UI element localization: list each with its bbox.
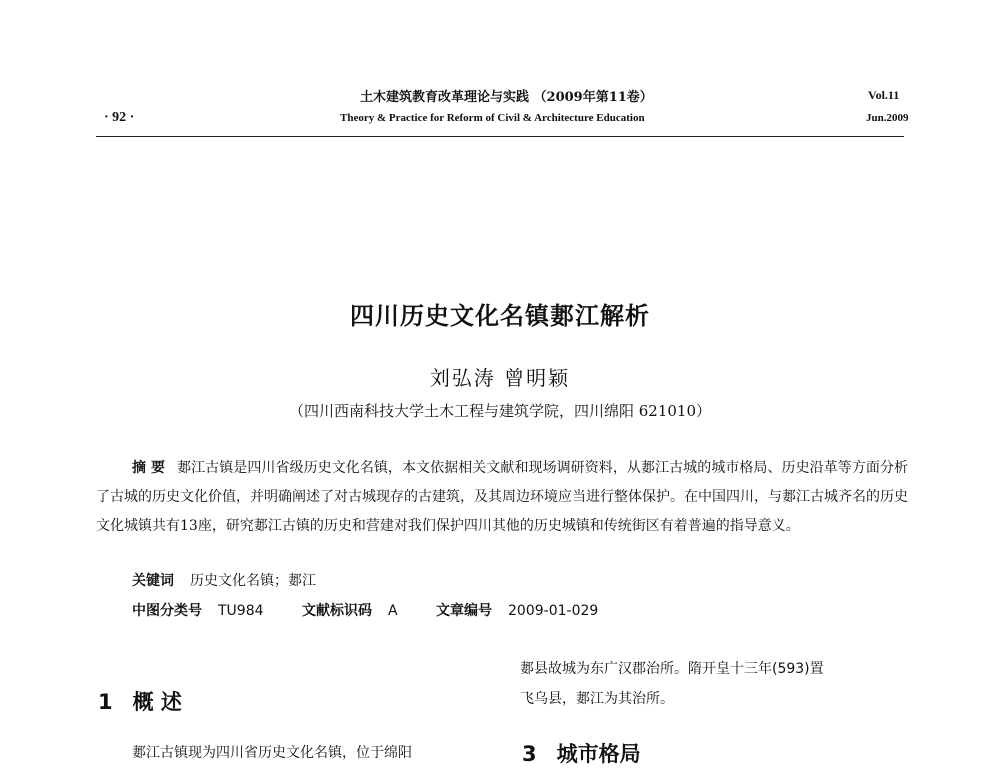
article-number-label: 文章编号 <box>436 603 493 619</box>
clc-value: TU984 <box>218 603 264 619</box>
clc-label: 中图分类号 <box>132 603 202 619</box>
section-heading-city-layout <box>522 738 641 768</box>
article-number-value: 2009-01-029 <box>508 603 599 619</box>
issue-date: Jun.2009 <box>866 112 909 124</box>
journal-title-en: Theory & Practice for Reform of Civil & Architecture Education <box>340 112 645 124</box>
doc-code-label: 文献标识码 <box>301 603 372 619</box>
right-column-line: 飞乌县，郪江为其治所。 <box>520 691 674 707</box>
doc-code-value: A <box>387 603 398 619</box>
section-number: 3 <box>522 742 537 766</box>
volume-label: Vol.11 <box>868 88 900 102</box>
author-affiliation: （四川西南科技大学土木工程与建筑学院，四川绵阳 621010） <box>288 402 712 420</box>
article-title: 四川历史文化名镇郪江解析 <box>350 302 650 330</box>
keywords <box>132 570 316 590</box>
section-title: 概 述 <box>132 690 182 714</box>
abstract <box>96 454 908 541</box>
keywords-value: 历史文化名镇；郪江 <box>190 573 316 589</box>
article-authors: 刘弘涛 曾明颖 <box>429 366 571 390</box>
header-rule <box>96 136 904 137</box>
page-number: · 92 · <box>104 110 135 125</box>
section-title: 城市格局 <box>556 742 641 766</box>
abstract-label: 摘 要 <box>132 460 166 476</box>
section-number: 1 <box>98 690 113 714</box>
classification-line <box>132 600 632 620</box>
right-column-text <box>520 654 910 714</box>
abstract-text: 郪江古镇是四川省级历史文化名镇，本文依据相关文献和现场调研资料，从郪江古城的城市格局、历史沿革等方面分析了古城的历史文化价值，并明确阐述了对古城现存的古建筑，及其周边环境应当进行整体保护。在中国四川，与郪江古城齐名的历史文化城镇共有13座，研究郪江古镇的历史和营建对我们保护四川其他的历史城镇和传统街区有着普遍的指导意义。 <box>96 460 909 534</box>
section-heading-overview <box>98 686 182 716</box>
journal-title-cn: 土木建筑教育改革理论与实践 （2009年第11卷） <box>360 90 653 105</box>
right-column-line: 郪县故城为东广汉郡治所。隋开皇十三年(593)置 <box>520 661 824 677</box>
left-column-text: 郪江古镇现为四川省历史文化名镇，位于绵阳 <box>132 745 412 761</box>
keywords-label: 关键词 <box>132 573 174 589</box>
